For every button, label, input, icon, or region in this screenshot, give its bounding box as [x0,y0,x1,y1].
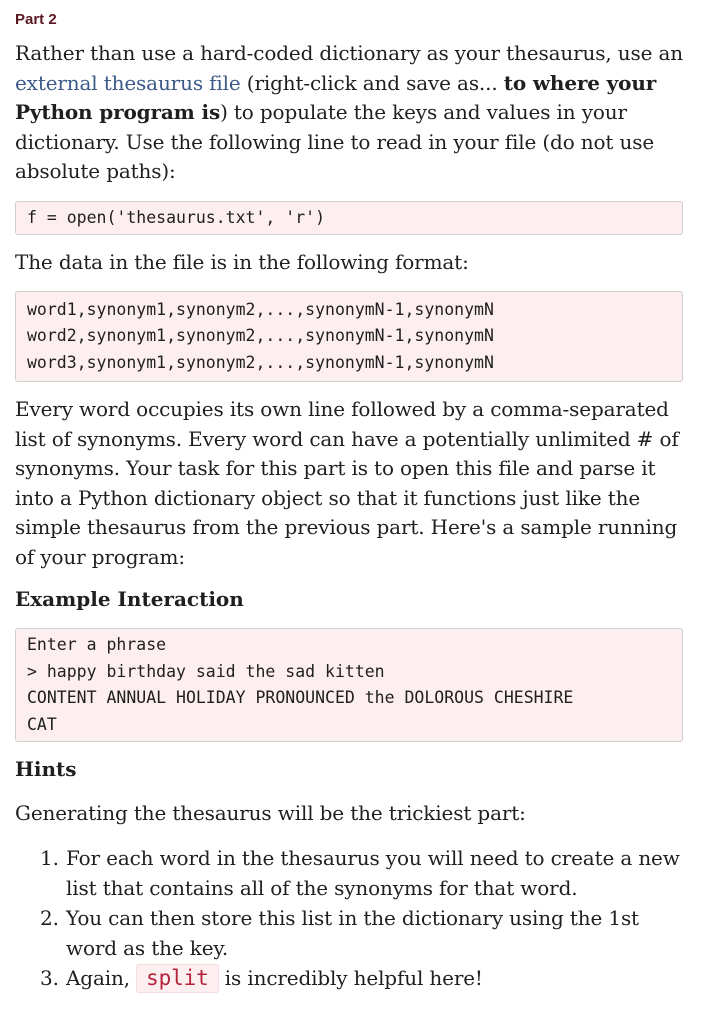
format-line: word3,synonym1,synonym2,...,synonymN-1,synonymN [27,352,494,372]
example-interaction-code-block [15,628,683,742]
part-title: Part 2 [15,11,57,28]
hint-item: 2. You can then store this list in the dictionary using the 1st word as the key. [65,903,683,963]
file-format-code-block [15,291,683,383]
hint-item: 1. For each word in the thesaurus you will need to create a new list that contains all of the synonyms for that word. [65,843,683,903]
example-heading: Example Interaction [15,587,244,611]
intro-text-2: (right-click and save as... [240,70,504,95]
hint-text: Again, [66,965,137,990]
explanation-paragraph: Every word occupies its own line followed by a comma-separated list of synonyms. Every word can have a potentially unlimited # of synonyms. Your task for this part is to open this file and parse it into a Python dictionary object so that it functions just like the simple thesaurus from the previous part. Here's a sample running of your program: [15,397,679,569]
split-inline-code: split [136,964,218,993]
intro-text-3: ) to populate the keys and values in your dictionary. Use the following line to read in your file (do not use absolute paths): [15,100,655,183]
example-line: CAT [27,714,57,734]
assignment-section [15,0,683,993]
hint-text-2: is incredibly helpful here! [218,965,483,990]
hint-item [65,963,683,993]
example-line: > happy birthday said the sad kitten [27,661,385,681]
hints-intro-paragraph: Generating the thesaurus will be the trickiest part: [15,801,526,825]
intro-paragraph [15,39,683,187]
example-line: Enter a phrase [27,635,167,654]
format-line: word1,synonym1,synonym2,...,synonymN-1,synonymN [27,299,494,319]
format-intro-paragraph: The data in the file is in the following format: [15,250,469,274]
intro-text: Rather than use a hard-coded dictionary as your thesaurus, use an [15,41,683,65]
hints-heading: Hints [15,757,77,781]
open-file-code-block: f = open('thesaurus.txt', 'r') [15,201,683,236]
thesaurus-file-link[interactable]: external thesaurus file [15,70,241,95]
format-line: word2,synonym1,synonym2,...,synonymN-1,synonymN [27,326,494,345]
hints-list [15,843,683,993]
example-line: CONTENT ANNUAL HOLIDAY PRONOUNCED the DOLOROUS CHESHIRE [27,688,574,707]
intro-bold-text: to where your Python program is [15,70,657,124]
